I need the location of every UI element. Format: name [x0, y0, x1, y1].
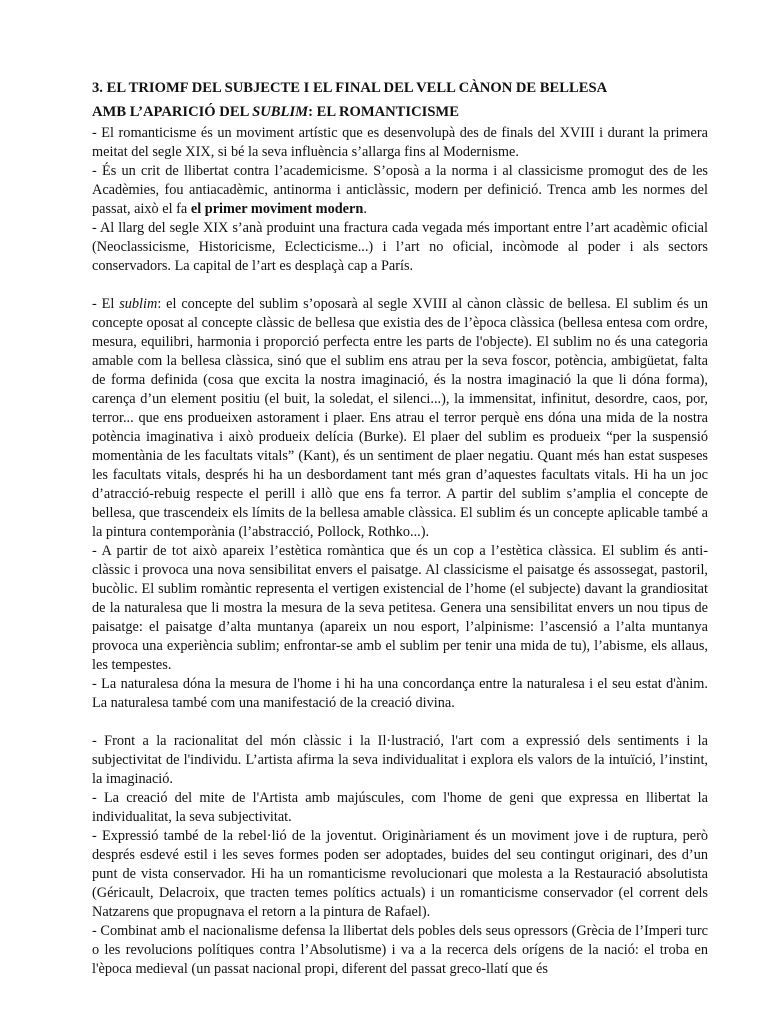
- text-run: - És un crit de llibertat contra l’academicisme. S’oposà a la norma i al classicisme promogut des de les Acadèmies, fou antiacadèmic, antinorma i anticlàssic, modern per definició. Trenca amb les normes del passat, això el fa: [92, 163, 708, 217]
- paragraph: [92, 827, 708, 922]
- text-run: - Al llarg del segle XIX s’anà produint una fractura cada vegada més important entre l’art acadèmic oficial (Neoclassicisme, Historicisme, Eclecticisme...) i l’art no oficial, incòmode al poder i als sectors conservadors. La capital de l’art es desplaçà cap a París.: [92, 220, 708, 274]
- bold-text: el primer moviment modern: [190, 201, 364, 217]
- text-run: - La naturalesa dóna la mesura de l'home i hi ha una concordança entre la naturalesa i el seu estat d'ànim. La naturalesa també com una manifestació de la creació divina.: [92, 676, 708, 711]
- text-run: - La creació del mite de l'Artista amb majúscules, com l'home de geni que expressa en llibertat la individualitat, la seva subjectivitat.: [92, 790, 708, 825]
- text-run: AMB L’APARICIÓ DEL: [92, 104, 253, 120]
- paragraph: [92, 732, 708, 789]
- text-run: : EL ROMANTICISME: [308, 104, 459, 120]
- text-run: .: [363, 201, 367, 217]
- text-run: : el concepte del sublim s’oposarà al segle XVIII al cànon clàssic de bellesa. El sublim és un concepte oposat al concepte clàssic de bellesa que existia des de l’època clàssica (bellesa entesa com ordre, mesura, equilibri, harmonia i proporció perfecta entre les parts de l'objecte). El sublim no és una categoria amable com la bellesa clàssica, sinó que el sublim ens atrau per la seva foscor, potència, ambigüetat, falta de forma definida (cosa que excita la nostra imaginació, és la nostra imaginació la que li dóna forma), carença d’un element positiu (el buit, la soledat, el silenci...), la immensitat, infinitut, desordre, caos, por, terror... que ens produeixen astorament i plaer. Ens atrau el terror perquè ens dóna una mida de la nostra potència imaginativa i això produeix delícia (Burke). El plaer del sublim es produeix “per la suspensió momentània de les facultats vitals” (Kant), és un sentiment de plaer negatiu. Quant més han estat suspeses les facultats vitals, després hi ha un desbordament tant més gran d’aquestes facultats vitals. Hi ha un joc d’atracció-rebuig respecte el perill i allò que ens fa terror. A partir del sublim s’amplia el concepte de bellesa, que trascendeix els límits de la bellesa amable clàssica. El sublim és un concepte aplicable també a la pintura contemporània (l’abstracció, Pollock, Rothko...).: [92, 296, 708, 540]
- text-run: - Combinat amb el nacionalisme defensa la llibertat dels pobles dels seus opressors (Grècia de l’Imperi turc o les revolucions polítiques contra l’Absolutisme) i va a la recerca dels orígens de la nació: el troba en l'època medieval (un passat nacional propi, diferent del passat greco-llatí que és: [92, 923, 708, 977]
- text-run: - Front a la racionalitat del món clàssic i la Il·lustració, l'art com a expressió dels sentiments i la subjectivitat de l'individu. L’artista afirma la seva individualitat i explora els valors de la intuïció, l’instint, la imaginació.: [92, 733, 708, 787]
- paragraph: [92, 124, 708, 162]
- text-run: - El: [92, 296, 120, 312]
- paragraph: [92, 162, 708, 219]
- paragraph: [92, 219, 708, 276]
- paragraph: [92, 542, 708, 675]
- text-run: - El romanticisme és un moviment artístic que es desenvolupà des de finals del XVIII i durant la primera meitat del segle XIX, si bé la seva influència s’allarga fins al Modernisme.: [92, 125, 708, 160]
- paragraph: [92, 789, 708, 827]
- paragraph: [92, 675, 708, 713]
- section-subheading: [92, 103, 708, 122]
- italic-text: SUBLIM: [252, 104, 309, 120]
- text-run: - Expressió també de la rebel·lió de la joventut. Originàriament és un moviment jove i de ruptura, però després esdevé estil i les seves formes poden ser adoptades, buides del seu contingut originari, des d’un punt de vista conservador. Hi ha un romanticisme revolucionari que molesta a la Restauració absolutista (Géricault, Delacroix, que tracten temes polítics actuals) i un romanticisme conservador (el corrent dels Natzarens que propugnava el retorn a la pintura de Rafael).: [92, 828, 708, 920]
- text-block: [92, 79, 708, 979]
- body-paragraphs: [92, 124, 708, 979]
- paragraph: [92, 922, 708, 979]
- paragraph: [92, 295, 708, 542]
- text-run: - A partir de tot això apareix l’estètica romàntica que és un cop a l’estètica clàssica. El sublim és anti-clàssic i provoca una nova sensibilitat envers el paisatge. Al classicisme el paisatge és assossegat, pastoril, bucòlic. El sublim romàntic representa el vertigen existencial de l’home (el subjecte) davant la grandiositat de la naturalesa que li mostra la mesura de la seva petitesa. Genera una sensibilitat envers un nou tipus de paisatge: el paisatge d’alta muntanya (apareix un nou esport, l’alpinisme: l’ascensió a l’alta muntanya provoca una experiència sublim; enfrontar-se amb el sublim per tenir una mida de tu), l’abisme, els allaus, les tempestes.: [92, 543, 708, 673]
- section-heading: 3. EL TRIOMF DEL SUBJECTE I EL FINAL DEL VELL CÀNON DE BELLESA: [92, 80, 608, 96]
- italic-text: sublim: [119, 296, 158, 312]
